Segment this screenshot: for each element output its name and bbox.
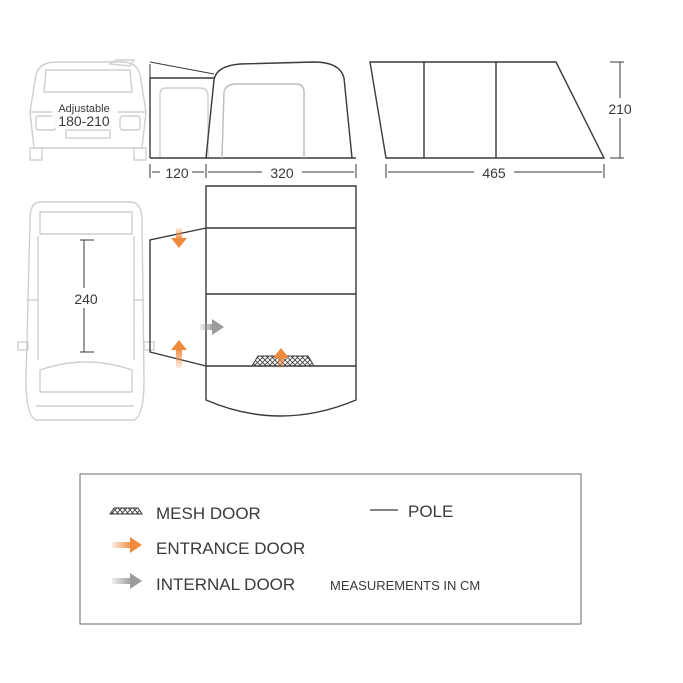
annex-width-label: 120 [165,165,189,181]
side-awning-outline [370,62,604,158]
car-length-label: 240 [74,291,98,307]
car-height-title: Adjustable [58,103,110,115]
car-height-value: 180-210 [58,113,110,129]
legend-internal-door-label: INTERNAL DOOR [156,575,296,594]
internal-door-arrow [200,319,224,335]
legend-entrance-arrow-icon [112,537,142,553]
side-dimension-lines [386,62,624,178]
legend-mesh-door-label: MESH DOOR [156,504,261,523]
plan-car-outline [18,202,154,420]
side-height-label: 210 [608,101,632,117]
legend-internal-arrow-icon [112,573,142,589]
side-length-label: 465 [482,165,506,181]
measurements-note: MEASUREMENTS IN CM [330,578,481,593]
awning-width-label: 320 [270,165,294,181]
legend-pole-label: POLE [408,502,454,521]
legend-mesh-door-icon [110,508,142,514]
plan-awning-outline [150,186,356,416]
entrance-door-arrow-top [171,228,187,248]
legend-entrance-door-label: ENTRANCE DOOR [156,539,306,558]
entrance-door-arrow-bottom [171,340,187,368]
front-awning-outline [150,62,356,158]
